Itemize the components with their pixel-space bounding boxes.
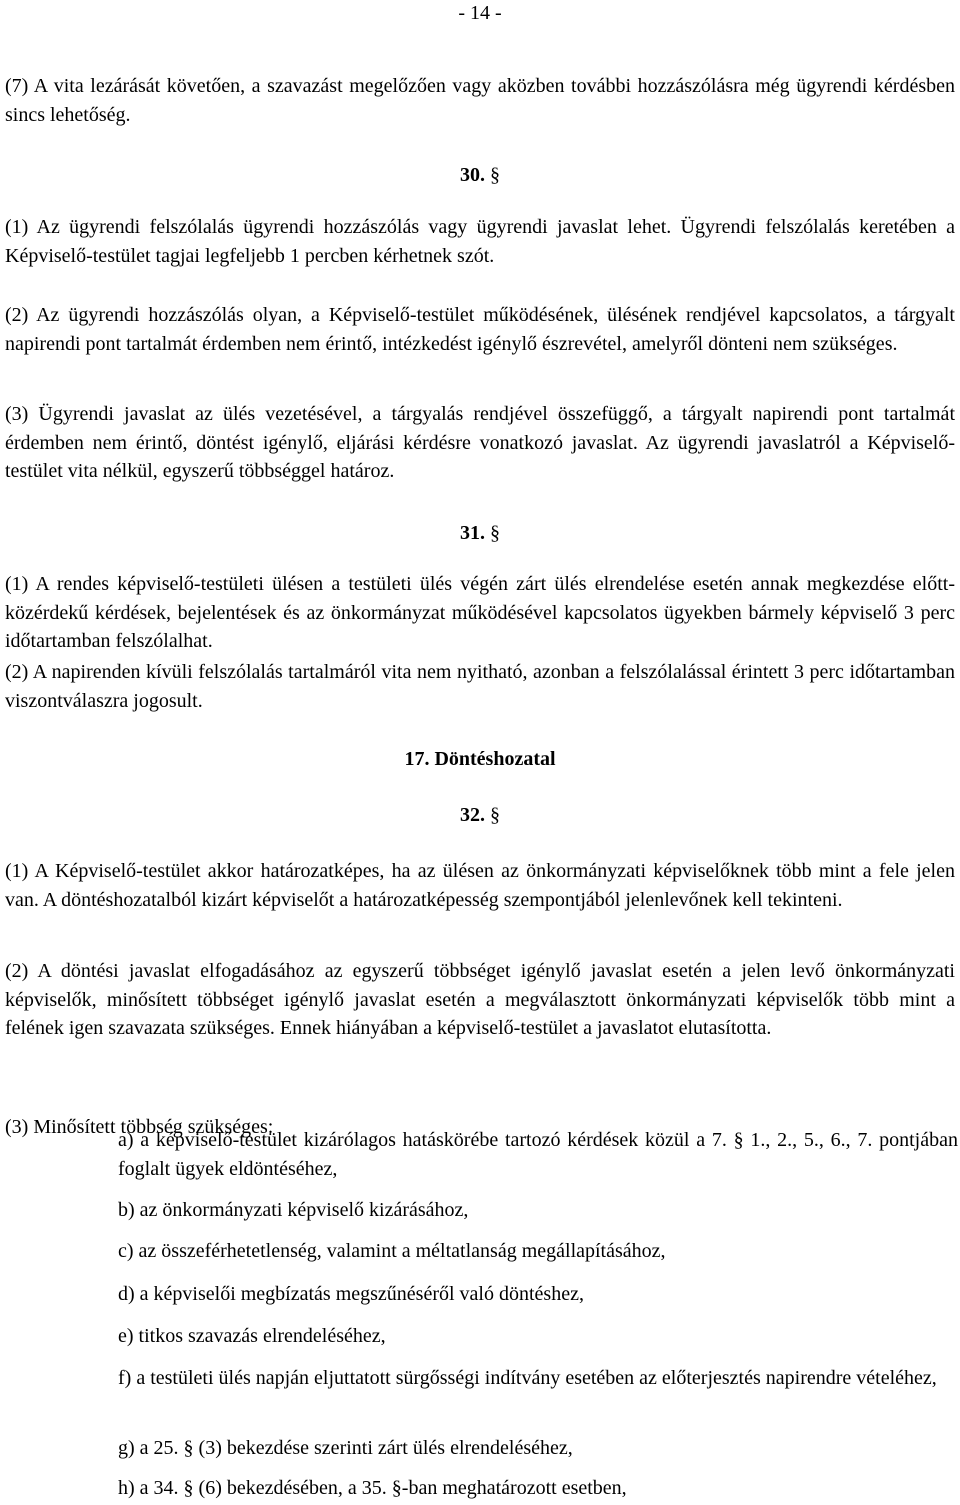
paragraph-30-1: (1) Az ügyrendi felszólalás ügyrendi hozzászólás vagy ügyrendi javaslat lehet. Ügyrendi felszólalás keretében a Képviselő-testület tagjai legfeljebb 1 percben kérhetnek szót. (5, 216, 955, 267)
section-symbol: § (490, 522, 500, 544)
section-number: 32. (460, 804, 485, 826)
paragraph-32-1: (1) A Képviselő-testület akkor határozatképes, ha az ülésen az önkormányzati képviselőknek több mint a fele jelen van. A döntéshozatalból kizárt képviselőt a határozatképesség szempontjából jelenlevőnek kell tekinteni. (5, 860, 955, 911)
section-number: 30. (460, 164, 485, 186)
paragraph-30-2: (2) Az ügyrendi hozzászólás olyan, a Képviselő-testület működésének, ülésének rendjével kapcsolatos, a tárgyalt napirendi pont tartalmát érdemben nem érintő, intézkedést igénylő észrevétel, amelyről dönteni nem szükséges. (5, 304, 955, 355)
list-item-h: h) a 34. § (6) bekezdésében, a 35. §-ban meghatározott esetben, (118, 1477, 627, 1499)
paragraph-31-2: (2) A napirenden kívüli felszólalás tartalmáról vita nem nyitható, azonban a felszólalással érintett 3 perc időtartamban viszontválaszra jogosult. (5, 661, 955, 712)
list-item-e: e) titkos szavazás elrendeléséhez, (118, 1325, 386, 1347)
page-number: - 14 - (458, 2, 502, 24)
section-31-title (0, 519, 960, 547)
section-32-title (0, 801, 960, 829)
section-number: 31. (460, 522, 485, 544)
section-symbol: § (490, 164, 500, 186)
list-item-a: a) a képviselő-testület kizárólagos hatáskörébe tartozó kérdések közül a 7. § 1., 2., 5., 6., 7. pontjában foglalt ügyek eldöntéséhez, (118, 1129, 958, 1180)
paragraph-30-3: (3) Ügyrendi javaslat az ülés vezetésével, a tárgyalás rendjével összefüggő, a tárgyalt napirendi pont tartalmát érdemben nem érintő, döntést igénylő, eljárási kérdésre vonatkozó javaslat. Az ügyrendi javaslatról a Képviselő-testület vita nélkül, egyszerű többséggel határoz. (5, 403, 955, 482)
list-item-f: f) a testületi ülés napján eljuttatott sürgősségi indítvány esetében az előterjesztés napirendre vételéhez, (118, 1367, 937, 1389)
list-item-c: c) az összeférhetetlenség, valamint a méltatlanság megállapításához, (118, 1240, 666, 1262)
chapter-heading-17: 17. Döntéshozatal (404, 748, 556, 770)
section-symbol: § (490, 804, 500, 826)
paragraph-32-2: (2) A döntési javaslat elfogadásához az egyszerű többséget igénylő javaslat esetén a jelen levő önkormányzati képviselők, minősített többséget igénylő javaslat esetén a megválasztott önkormányzati képviselők több mint a felének igen szavazata szükséges. Ennek hiányában a képviselő-testület a javaslatot elutasította. (5, 960, 955, 1039)
list-item-d: d) a képviselői megbízatás megszűnéséről való döntéshez, (118, 1283, 584, 1305)
list-item-b: b) az önkormányzati képviselő kizárásához, (118, 1199, 469, 1221)
paragraph-32-3: (3) Minősített többség szükséges: (5, 1116, 274, 1138)
section-30-title (0, 161, 960, 189)
paragraph-29-7: (7) A vita lezárását követően, a szavazást megelőzően vagy aközben további hozzászólásra még ügyrendi kérdésben sincs lehetőség. (5, 75, 955, 126)
paragraph-31-1: (1) A rendes képviselő-testületi ülésen a testületi ülés végén zárt ülés elrendelése esetén annak megkezdése előtt- közérdekű kérdések, bejelentések és az önkormányzat működésével kapcsolatos ügyekben bármely képviselő 3 perc időtartamban felszólalhat. (5, 573, 955, 652)
list-item-g: g) a 25. § (3) bekezdése szerinti zárt ülés elrendeléséhez, (118, 1437, 573, 1459)
